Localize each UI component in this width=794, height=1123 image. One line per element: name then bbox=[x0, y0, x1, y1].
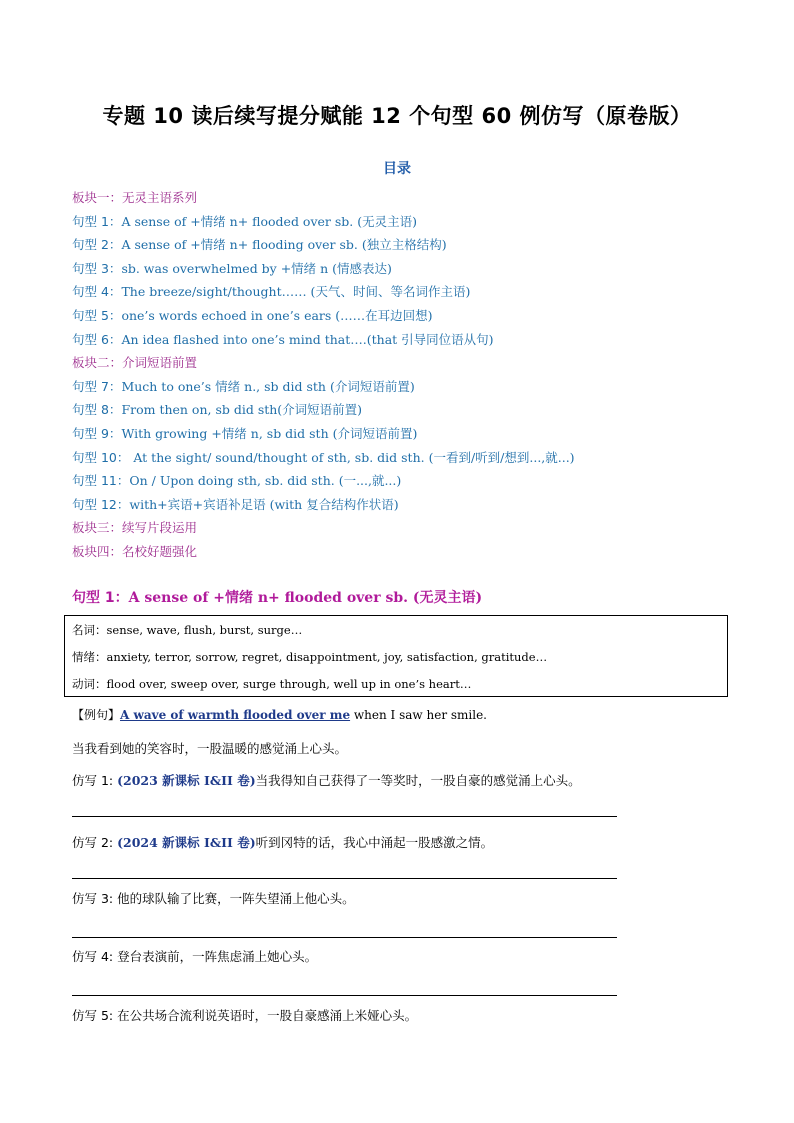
toc-prefix: 句型 4： bbox=[72, 284, 122, 300]
exercise-source: (2023 新课标 I&II 卷) bbox=[117, 773, 256, 788]
exercise-label: 仿写 3: bbox=[72, 891, 118, 906]
toc-text: The breeze/sight/thought…… (天气、时间、等名词作主语) bbox=[121, 284, 471, 300]
toc-pattern-11[interactable] bbox=[72, 469, 722, 493]
vocabulary-box bbox=[64, 615, 728, 697]
exercise-2 bbox=[72, 833, 493, 851]
toc-text: On / Upon doing sth, sb. did sth. (一...,就...) bbox=[129, 473, 402, 489]
toc-heading: 目录 bbox=[383, 161, 411, 177]
toc-prefix: 句型 10： bbox=[72, 449, 130, 465]
toc-text: At the sight/ sound/thought of sth, sb. did sth. (一看到/听到/想到...,就...) bbox=[129, 449, 575, 465]
exercise-label: 仿写 5: bbox=[72, 1008, 118, 1023]
toc-prefix: 句型 5： bbox=[72, 307, 122, 323]
answer-line-4[interactable] bbox=[72, 995, 617, 996]
section-text: A sense of +情绪 n+ flooded over sb. (无灵主语) bbox=[128, 590, 483, 606]
exercise-5 bbox=[72, 1006, 417, 1024]
exercise-text: 听到冈特的话，我心中涌起一股感激之情。 bbox=[255, 835, 494, 850]
toc-prefix: 句型 1： bbox=[72, 213, 122, 229]
toc-prefix: 句型 8： bbox=[72, 402, 122, 418]
toc-prefix: 句型 11： bbox=[72, 473, 130, 489]
vocab-emotions bbox=[72, 645, 727, 672]
vocab-verbs bbox=[72, 672, 727, 699]
toc-prefix: 句型 9： bbox=[72, 425, 122, 441]
vocab-nouns bbox=[72, 618, 727, 645]
toc-text: From then on, sb did sth(介词短语前置) bbox=[121, 402, 363, 418]
exercise-text: 当我得知自己获得了一等奖时，一股自豪的感觉涌上心头。 bbox=[255, 773, 581, 788]
exercise-text: 登台表演前，一阵焦虑涌上她心头。 bbox=[117, 949, 318, 964]
vocab-text: sense, wave, flush, burst, surge… bbox=[106, 623, 303, 637]
answer-line-3[interactable] bbox=[72, 937, 617, 938]
toc-prefix: 句型 6： bbox=[72, 331, 122, 347]
section-prefix: 句型 1： bbox=[72, 590, 129, 606]
answer-line-2[interactable] bbox=[72, 878, 617, 879]
answer-line-1[interactable] bbox=[72, 816, 617, 817]
toc-block-3[interactable]: 板块三：续写片段运用 bbox=[72, 520, 198, 536]
toc-text: With growing +情绪 n, sb did sth (介词短语前置) bbox=[121, 425, 418, 441]
vocab-label: 名词： bbox=[72, 623, 107, 637]
example-rest: when I saw her smile. bbox=[350, 708, 487, 722]
toc-pattern-5[interactable] bbox=[72, 304, 722, 328]
toc-pattern-12[interactable] bbox=[72, 493, 722, 517]
table-of-contents bbox=[72, 186, 722, 564]
toc-prefix: 句型 3： bbox=[72, 260, 122, 276]
exercise-3 bbox=[72, 889, 355, 907]
toc-pattern-7[interactable] bbox=[72, 375, 722, 399]
exercise-text: 他的球队输了比赛，一阵失望涌上他心头。 bbox=[117, 891, 355, 906]
toc-pattern-3[interactable] bbox=[72, 257, 722, 281]
example-sentence bbox=[72, 706, 487, 723]
exercise-1 bbox=[72, 771, 581, 789]
exercise-label: 仿写 2: bbox=[72, 835, 118, 850]
toc-block-4[interactable]: 板块四：名校好题强化 bbox=[72, 543, 198, 559]
toc-prefix: 句型 2： bbox=[72, 237, 122, 253]
example-translation: 当我看到她的笑容时，一股温暖的感觉涌上心头。 bbox=[72, 741, 348, 756]
exercise-label: 仿写 1: bbox=[72, 773, 118, 788]
toc-prefix: 句型 7： bbox=[72, 378, 122, 394]
vocab-text: flood over, sweep over, surge through, well up in one’s heart… bbox=[106, 677, 472, 691]
toc-text: An idea flashed into one’s mind that….(that 引导同位语从句) bbox=[121, 331, 494, 347]
toc-text: with+宾语+宾语补足语 (with 复合结构作状语) bbox=[129, 496, 399, 512]
toc-text: one’s words echoed in one’s ears (……在耳边回想) bbox=[121, 307, 433, 323]
toc-text: sb. was overwhelmed by +情绪 n (情感表达) bbox=[121, 260, 392, 276]
vocab-label: 情绪： bbox=[72, 650, 107, 664]
section-heading bbox=[72, 587, 482, 607]
toc-pattern-9[interactable] bbox=[72, 422, 722, 446]
toc-block-1[interactable]: 板块一：无灵主语系列 bbox=[72, 190, 198, 205]
vocab-label: 动词： bbox=[72, 677, 107, 691]
toc-pattern-8[interactable] bbox=[72, 398, 722, 422]
example-label: 【例句】 bbox=[72, 708, 121, 722]
toc-pattern-1[interactable] bbox=[72, 210, 722, 234]
toc-pattern-6[interactable] bbox=[72, 328, 722, 352]
example-highlight: A wave of warmth flooded over me bbox=[120, 708, 351, 722]
document-title: 专题 10 读后续写提分赋能 12 个句型 60 例仿写（原卷版） bbox=[102, 104, 692, 128]
toc-block-2[interactable]: 板块二：介词短语前置 bbox=[72, 355, 198, 371]
toc-pattern-4[interactable] bbox=[72, 280, 722, 304]
exercise-text: 在公共场合流利说英语时，一股自豪感涌上米娅心头。 bbox=[117, 1008, 418, 1023]
toc-text: Much to one’s 情绪 n., sb did sth (介词短语前置) bbox=[121, 378, 415, 394]
exercise-4 bbox=[72, 947, 317, 965]
exercise-source: (2024 新课标 I&II 卷) bbox=[117, 835, 256, 850]
vocab-text: anxiety, terror, sorrow, regret, disappointment, joy, satisfaction, gratitude… bbox=[106, 650, 548, 664]
toc-pattern-10[interactable] bbox=[72, 446, 722, 470]
toc-text: A sense of +情绪 n+ flooding over sb. (独立主格结构) bbox=[121, 237, 447, 253]
toc-text: A sense of +情绪 n+ flooded over sb. (无灵主语) bbox=[121, 213, 417, 229]
exercise-label: 仿写 4: bbox=[72, 949, 118, 964]
toc-pattern-2[interactable] bbox=[72, 233, 722, 257]
toc-prefix: 句型 12： bbox=[72, 496, 130, 512]
